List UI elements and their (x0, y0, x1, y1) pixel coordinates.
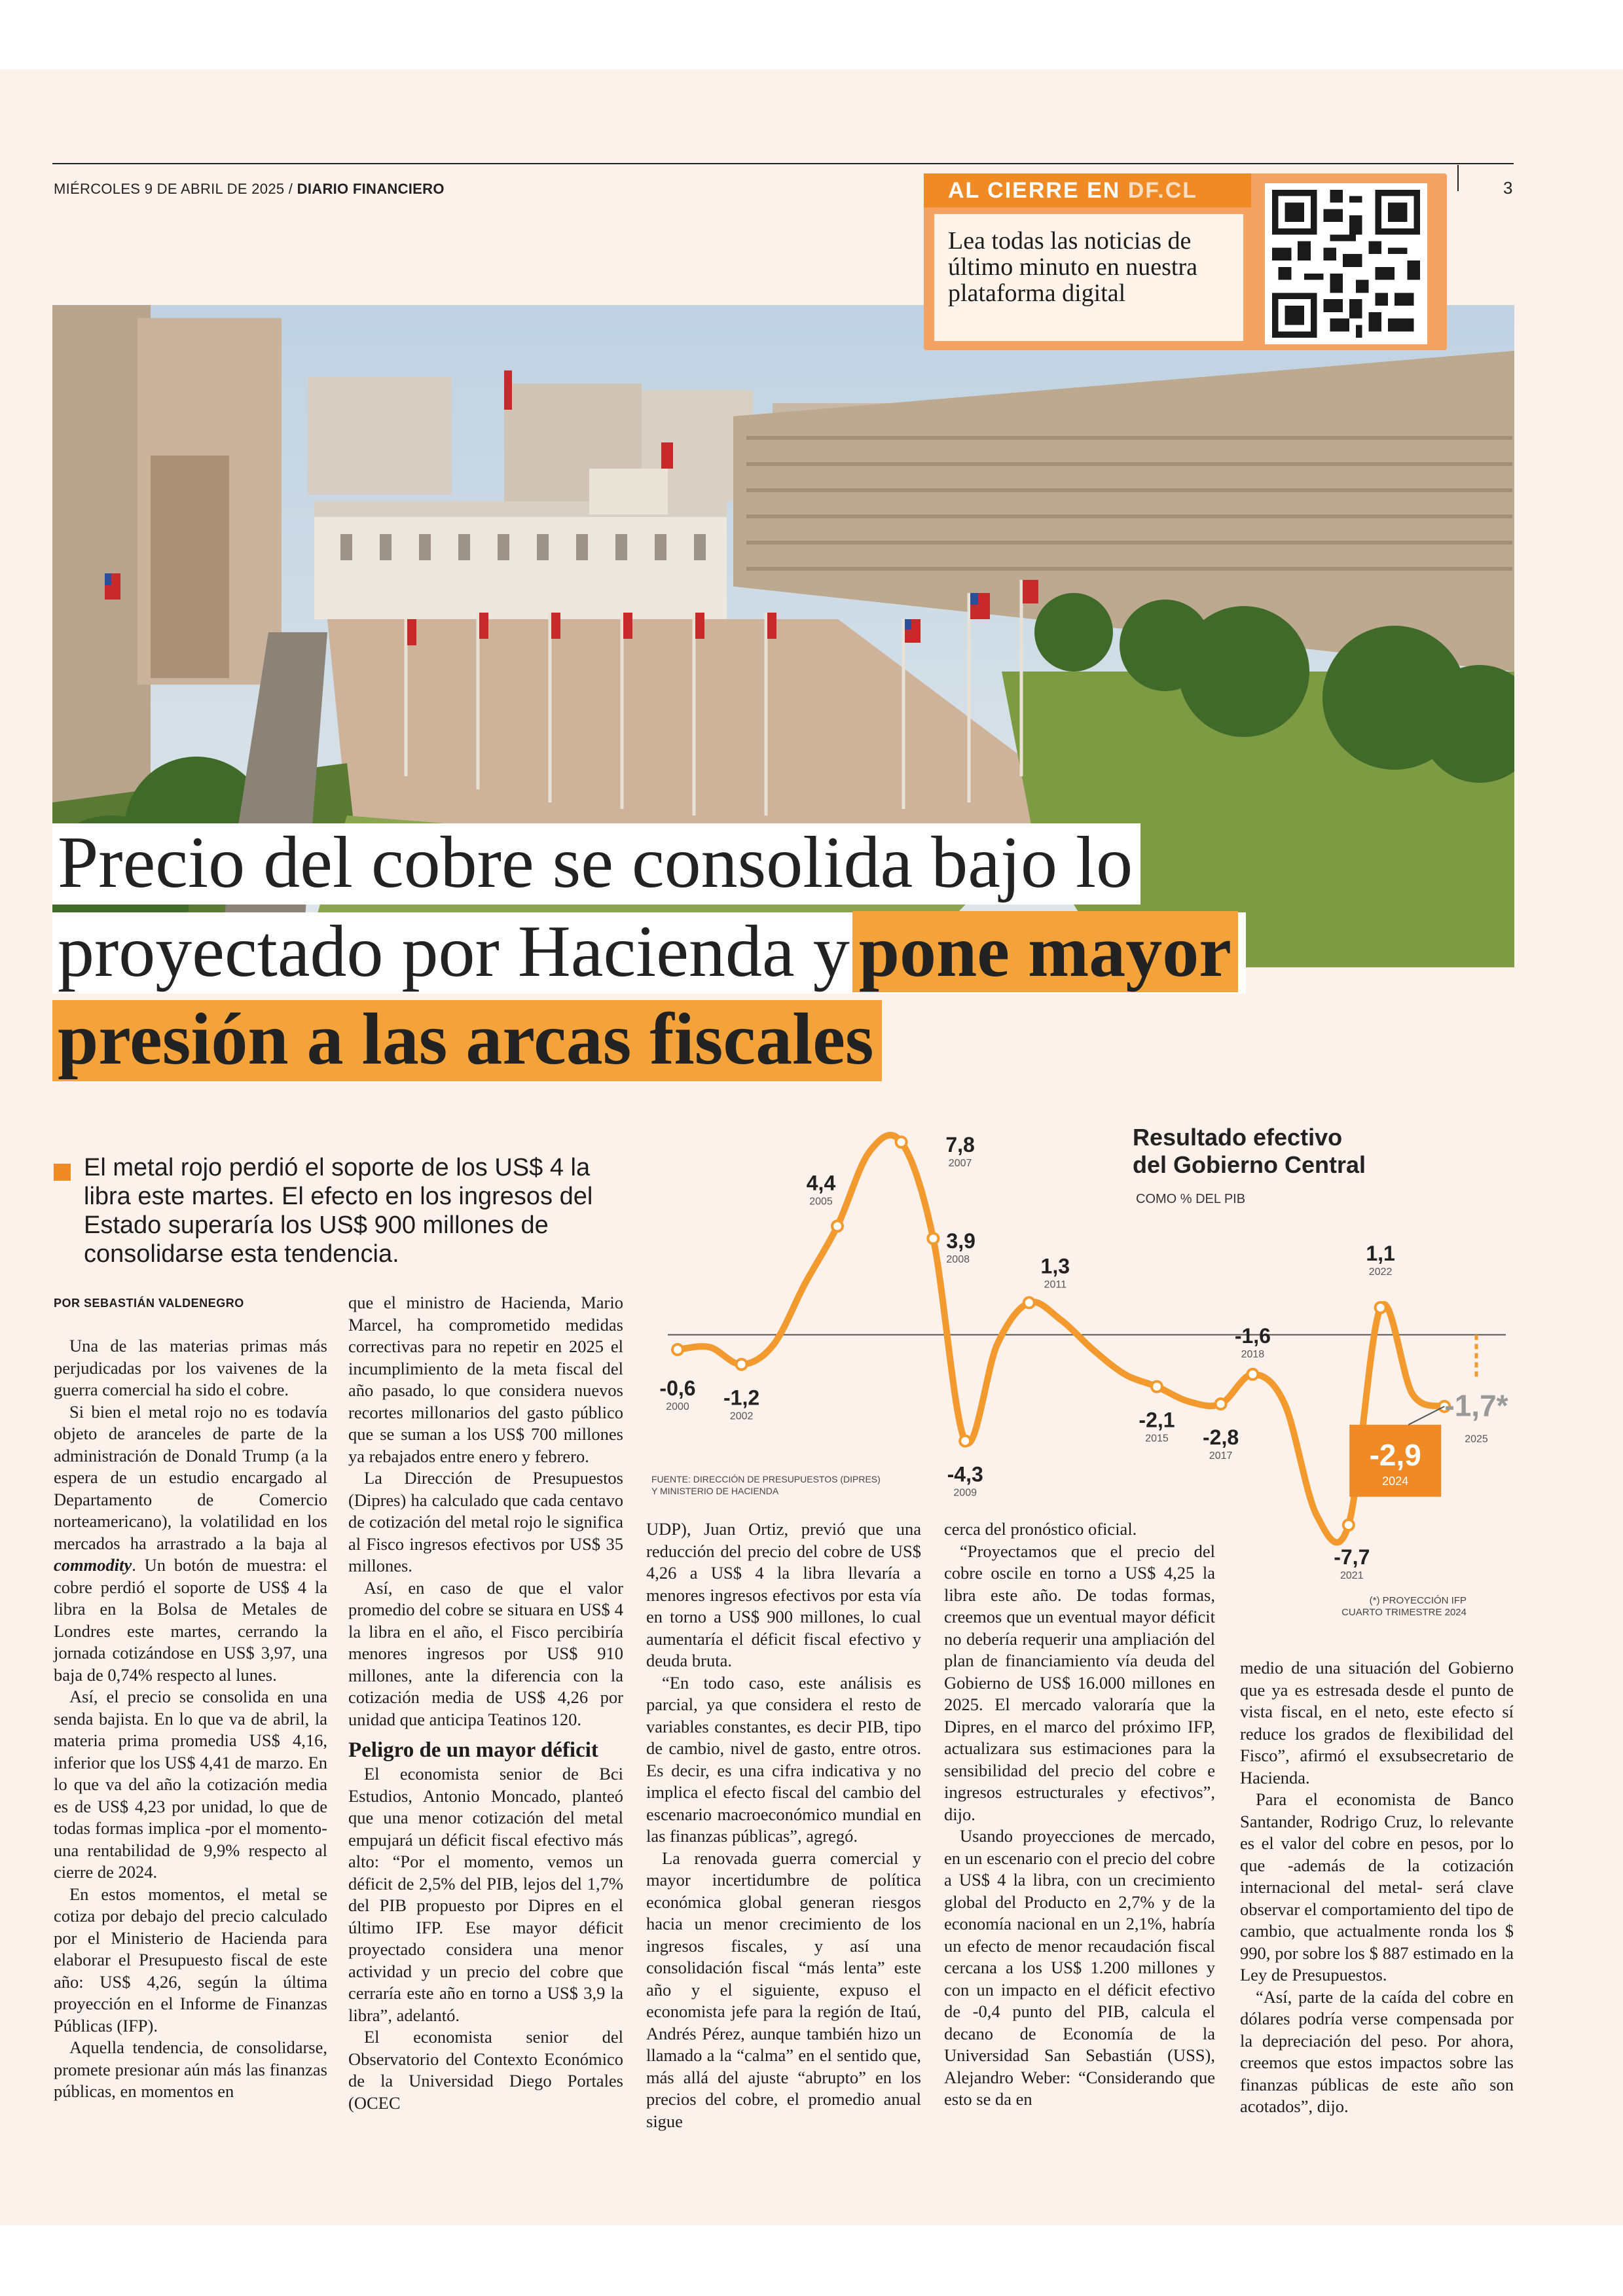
paragraph-text: . Un botón de muestra: el cobre perdió el soporte de US$ 4 la libra en la Bolsa de Metales de Londres este martes, cerrando la jornada cotizándose en US$ 3,97, una baja de 0,74% respecto al lunes. (54, 1555, 327, 1685)
leader-line (1408, 1407, 1444, 1425)
paragraph: El economista senior de Bci Estudios, Antonio Moncado, planteó que una menor cotización del metal empujará un déficit fiscal efectivo más alto: “Por el momento, vemos un déficit de 2,5% del PIB, lejos del 1,7% del PIB propuesto por Dipres en el último IFP. Ese mayor déficit proyectado considera una menor actividad y un precio del cobre que cerraría este año en torno a US$ 3,9 la libra”, adelantó. (348, 1764, 623, 2025)
paragraph: La Dirección de Presupuestos (Dipres) ha calculado que cada centavo de cotización del metal rojo le significa al Fisco ingresos efectivos por US$ 35 millones. (348, 1468, 623, 1575)
year-label: 2018 (1241, 1348, 1265, 1360)
paragraph: “En todo caso, este análisis es parcial, ya que considera el resto de variables constantes, es decir PIB, tipo de cambio, nivel de gasto, entre otros. Es decir, es una cifra indicativa y no implica el efecto fiscal del cambio del escenario macroeconómico mundial en las finanzas públicas”, agregó. (646, 1672, 921, 1846)
paragraph: Aquella tendencia, de consolidarse, promete presionar aún más las finanzas públicas, en momentos en (54, 2037, 327, 2101)
year-label: 2007 (948, 1158, 972, 1169)
chart-footnote (1341, 1595, 1467, 1618)
paragraph (54, 1401, 327, 1687)
data-point (832, 1221, 843, 1231)
note-line: (*) PROYECCIÓN IFP (1369, 1595, 1467, 1606)
year-label: 2025 (1465, 1433, 1488, 1445)
masthead (54, 181, 445, 198)
article-column-5 (1240, 1657, 1514, 2118)
value-label: 4,4 (806, 1171, 836, 1195)
year-label: 2024 (1382, 1474, 1409, 1488)
value-label: -1,7* (1444, 1388, 1508, 1423)
data-point (1024, 1297, 1034, 1308)
chart-subtitle: COMO % DEL PIB (1136, 1192, 1246, 1206)
value-label: -2,8 (1203, 1426, 1239, 1450)
paragraph: “Así, parte de la caída del cobre en dólares podría verse compensada por la depreciación del peso. Por ahora, creemos que estos impactos sobre las finanzas públicas de este año son acotados”, dijo. (1240, 1986, 1514, 2116)
note-line: FUENTE: DIRECCIÓN DE PRESUPUESTOS (DIPRES) (651, 1474, 881, 1484)
chart-title-line: Resultado efectivo (1133, 1124, 1343, 1151)
header-divider (1457, 165, 1459, 191)
year-label: 2022 (1368, 1266, 1393, 1278)
paragraph-text: Si bien el metal rojo no es todavía objeto de aranceles de parte de la administración de Donald Trump (a la espera de un estudio encargado al Departamento de Comercio norteamericano), la volatilidad en los mercados ha arrastrado a la baja al (54, 1401, 327, 1553)
year-label: 2017 (1209, 1450, 1233, 1462)
paragraph: En estos momentos, el metal se cotiza por debajo del precio calculado por el Ministerio de Hacienda para elaborar el Presupuesto fiscal de este año: US$ 4,26, según la última proyección en el Informe de Finanzas Públicas (IFP). (54, 1884, 327, 2036)
value-label: 7,8 (945, 1133, 975, 1157)
chart-canvas (648, 1106, 1539, 1643)
newspaper-name: DIARIO FINANCIERO (297, 181, 445, 197)
year-label: 2005 (809, 1196, 833, 1208)
value-label: -2,9 (1369, 1437, 1421, 1472)
note-line: CUARTO TRIMESTRE 2024 (1341, 1607, 1467, 1618)
year-label: 2000 (666, 1401, 689, 1413)
headline-line-2 (52, 912, 1246, 994)
byline: POR SEBASTIÁN VALDENEGRO (54, 1297, 244, 1310)
data-point (737, 1359, 747, 1370)
subheading: Peligro de un mayor déficit (348, 1738, 598, 1762)
data-point (960, 1436, 970, 1446)
data-point (928, 1233, 938, 1244)
year-label: 2011 (1044, 1279, 1067, 1291)
paragraph: Una de las materias primas más perjudicadas por los vaivenes de la guerra comercial ha sido el cobre. (54, 1336, 327, 1399)
year-label: 2009 (953, 1487, 977, 1499)
value-label: -1,2 (723, 1386, 760, 1410)
paragraph: cerca del pronóstico oficial. (944, 1519, 1137, 1539)
value-label: -7,7 (1334, 1545, 1370, 1569)
value-label: 1,1 (1366, 1241, 1395, 1265)
chart-title-line: del Gobierno Central (1133, 1151, 1366, 1178)
data-point (1376, 1302, 1386, 1313)
year-label: 2008 (946, 1254, 970, 1266)
paragraph: Usando proyecciones de mercado, en un escenario con el precio del cobre a US$ 4 la libra, con un crecimiento global del Producto en 2,7% y de la economía nacional en un 2,1%, habría un efecto de menor recaudación fiscal cercana a los US$ 1.200 millones y con un impacto en el déficit efectivo de -0,4 punto del PIB, calcula el decano de Economía de la Universidad San Sebastián (USS), Alejandro Weber: “Considerando que esto se da en (944, 1826, 1215, 2109)
lead-paragraph: El metal rojo perdió el soporte de los US$ 4 la libra este martes. El efecto en los ingresos del Estado superaría los US$ 900 millones de consolidarse esta tendencia. (84, 1154, 593, 1268)
article-column-2 (348, 1292, 623, 2114)
qr-code-icon[interactable] (1265, 183, 1427, 344)
paragraph: UDP), Juan Ortiz, previó que una reducción del precio del cobre de US$ 4,26 a US$ 4 la libra llevaría a menores ingresos efectivos por esta vía en torno a US$ 900 millones, lo cual aumentaría el déficit fiscal efectivo y deuda bruta. (646, 1519, 921, 1670)
top-rule (52, 163, 1514, 164)
paragraph: medio de una situación del Gobierno que ya es estresada desde el punto de vista fiscal, en el neto, este efecto sí reduce los grados de flexibilidad del Fisco”, afirmó el exsubsecretario de Hacienda. (1240, 1658, 1514, 1787)
paragraph: Así, en caso de que el valor promedio del cobre se situara en US$ 4 la libra en el año, el Fisco percibiría menores ingresos por US$ 910 millones, ante la diferencia con la cotización media de US$ 4,26 por unidad que anticipa Teatinos 120. (348, 1577, 623, 1729)
chart-source (651, 1474, 881, 1496)
headline-line-3: presión a las arcas fiscales (52, 1000, 882, 1081)
paragraph: El economista senior del Observatorio del Contexto Económico de la Universidad Diego Portales (OCEC (348, 2027, 623, 2113)
paragraph: Para el economista de Banco Santander, Rodrigo Cruz, lo relevante es el valor del cobre en pesos, por lo que -además de la cotización internacional del metal- será clave observar el comportamiento del tipo de cambio, que actualmente ronda los $ 990, por sobre los $ 887 estimado en la Ley de Presupuestos. (1240, 1789, 1514, 1984)
lead-bullet-icon (54, 1164, 71, 1181)
data-point (1216, 1399, 1226, 1409)
headline-line-1: Precio del cobre se consolida bajo lo (52, 823, 1140, 905)
promo-text: Lea todas las noticias de último minuto en nuestra plataforma digital (948, 227, 1198, 307)
year-label: 2002 (729, 1410, 754, 1422)
fiscal-balance-chart (648, 1106, 1539, 1643)
data-point (1247, 1369, 1258, 1380)
year-label: 2021 (1340, 1570, 1364, 1581)
headline-line-2-highlight: pone mayor (852, 911, 1238, 992)
year-label: 2015 (1145, 1433, 1169, 1444)
data-point (1343, 1520, 1354, 1530)
note-line: Y MINISTERIO DE HACIENDA (651, 1486, 779, 1496)
chart-title (1133, 1124, 1366, 1178)
value-label: -1,6 (1234, 1323, 1271, 1348)
headline-line-2-plain: proyectado por Hacienda y (58, 911, 850, 992)
promo-title (948, 178, 1197, 204)
article-column-1 (54, 1335, 327, 2103)
paragraph: Así, el precio se consolida en una senda bajista. En lo que va de abril, la materia prima promedia US$ 4,16, inferior que los US$ 4,41 de marzo. En lo que va del año la cotización media es de US$ 4,23 por unidad, lo que de todas formas implica -por el momento- una rentabilidad de 9,9% respecto al cierre de 2024. (54, 1687, 327, 1882)
paragraph: La renovada guerra comercial y mayor incertidumbre de política económica global generan riesgos hacia un menor crecimiento de los ingresos fiscales, y así una consolidación fiscal “más lenta” este año y el siguiente, expuso el economista jefe para la región de Itaú, Andrés Pérez, aunque también hizo un llamado a la “calma” en el sentido que, más allá del ajuste “abrupto” en los precios del cobre, el promedio anual sigue (646, 1848, 921, 2131)
paragraph: que el ministro de Hacienda, Mario Marcel, ha comprometido medidas correctivas para no repetir en 2025 el incumplimiento de la meta fiscal del año pasado, lo que considera nuevos recortes millonarios del gasto público que se suman a los US$ 700 millones ya rebajados entre enero y febrero. (348, 1293, 623, 1466)
data-point (896, 1137, 907, 1147)
italic-term: commodity (54, 1555, 132, 1575)
issue-date: MIÉRCOLES 9 DE ABRIL DE 2025 / (54, 181, 293, 197)
promo-title-brand: DF.CL (1127, 178, 1198, 203)
data-point (1152, 1382, 1162, 1392)
paragraph: “Proyectamos que el precio del cobre oscile en torno a US$ 4,25 la libra este año. De todas formas, creemos que un eventual mayor déficit no debería requerir una ampliación del plan de financiamiento vía deuda del Gobierno de US$ 16.000 millones en 2025. El mercado valoraría que la Dipres, en el marco del próximo IFP, actualizara sus estimaciones para la sensibilidad del precio del cobre e ingresos estructurales y efectivos”, dijo. (944, 1541, 1215, 1824)
data-point (672, 1344, 683, 1355)
value-label: 3,9 (946, 1229, 976, 1253)
promo-title-prefix: AL CIERRE EN (948, 178, 1121, 203)
value-label: -2,1 (1139, 1408, 1175, 1432)
qr-code-graphic (1265, 183, 1427, 344)
value-label: -0,6 (659, 1376, 696, 1401)
value-label: 1,3 (1040, 1254, 1070, 1278)
page-number: 3 (1503, 178, 1513, 198)
value-label: -4,3 (947, 1462, 983, 1486)
